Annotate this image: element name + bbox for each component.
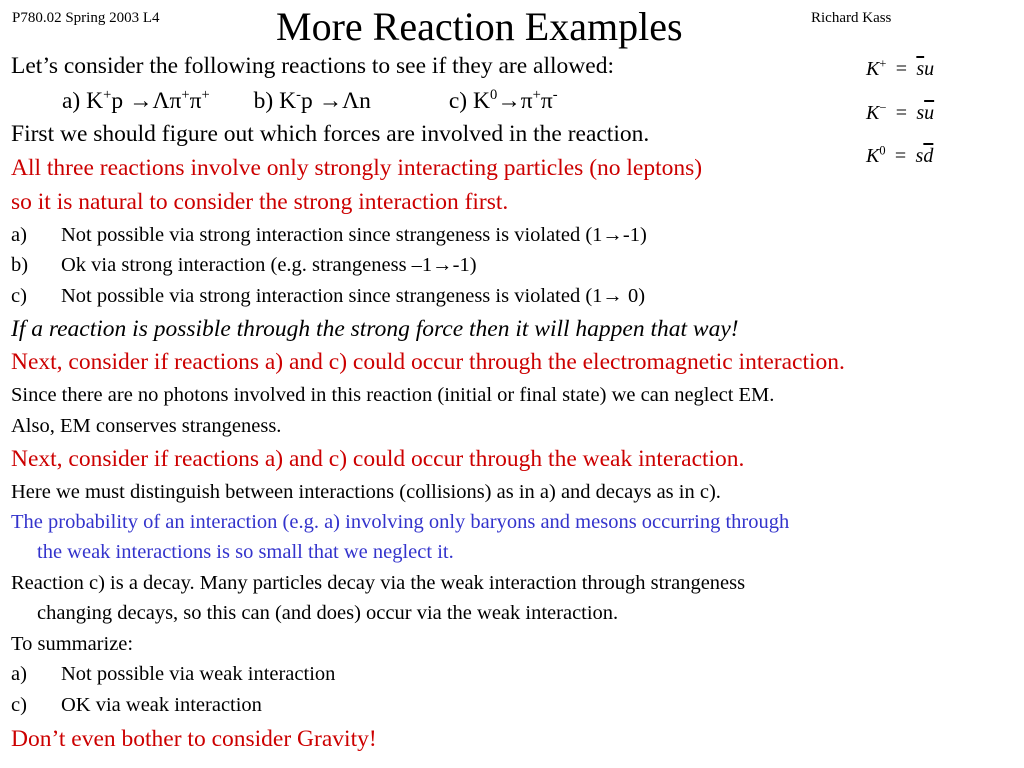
summary-label: To summarize: — [11, 633, 134, 655]
reaction-a: a) K+p →Λπ+π+ — [62, 87, 210, 114]
decay-line-2: changing decays, so this can (and does) occur via the weak interaction. — [37, 602, 619, 624]
reaction-c: c) $K^0\to\pi^+\pi^-$ — [448, 87, 558, 114]
weak-probability-line-2: the weak interactions is so small that we neglect it. — [37, 541, 454, 563]
weak-item-c: c) OK via weak interaction — [11, 694, 262, 716]
reaction-list — [62, 88, 558, 115]
weak-probability-line-1: The probability of an interaction (e.g. a) involving only baryons and mesons occurring through — [11, 511, 790, 533]
strong-item-b: b) Ok via strong interaction (e.g. strangeness –1→-1) — [11, 254, 477, 276]
author-label: Richard Kass — [811, 10, 892, 26]
strong-line-1: All three reactions involve only strongly interacting particles (no leptons) — [11, 155, 703, 181]
strong-item-c: c) Not possible via strong interaction since strangeness is violated (1→ 0) — [11, 285, 646, 307]
em-photons-line: Since there are no photons involved in this reaction (initial or final state) we can neglect EM. — [11, 384, 775, 406]
em-strangeness-line: Also, EM conserves strangeness. — [11, 415, 282, 437]
kminus-quark-content: $K^- = s\overline{u}$ — [866, 100, 935, 124]
kplus-quark-content: $K^+ = \overline{s}u$ — [866, 56, 935, 80]
gravity-line: Don’t even bother to consider Gravity! — [11, 726, 377, 752]
intro-line: Let’s consider the following reactions to see if they are allowed: — [11, 53, 614, 79]
weak-next-line: Next, consider if reactions a) and c) could occur through the weak interaction. — [11, 446, 745, 472]
reaction-b: b) K-p →Λn — [253, 87, 371, 114]
strong-line-2: so it is natural to consider the strong interaction first. — [11, 189, 509, 215]
weak-distinguish-line: Here we must distinguish between interactions (collisions) as in a) and decays as in c). — [11, 481, 721, 503]
forces-line: First we should figure out which forces are involved in the reaction. — [11, 121, 650, 147]
kzero-quark-content: $K^0 = s\overline{d}$ — [866, 143, 934, 167]
weak-item-a: a) Not possible via weak interaction — [11, 663, 336, 685]
strong-item-a: a) Not possible via strong interaction since strangeness is violated (1→-1) — [11, 224, 647, 246]
strong-rule: If a reaction is possible through the strong force then it will happen that way! — [11, 316, 739, 342]
course-label: P780.02 Spring 2003 L4 — [12, 10, 160, 26]
em-next-line: Next, consider if reactions a) and c) could occur through the electromagnetic interaction. — [11, 349, 845, 375]
decay-line-1: Reaction c) is a decay. Many particles decay via the weak interaction through strangeness — [11, 572, 746, 594]
slide-title: More Reaction Examples — [276, 4, 683, 49]
